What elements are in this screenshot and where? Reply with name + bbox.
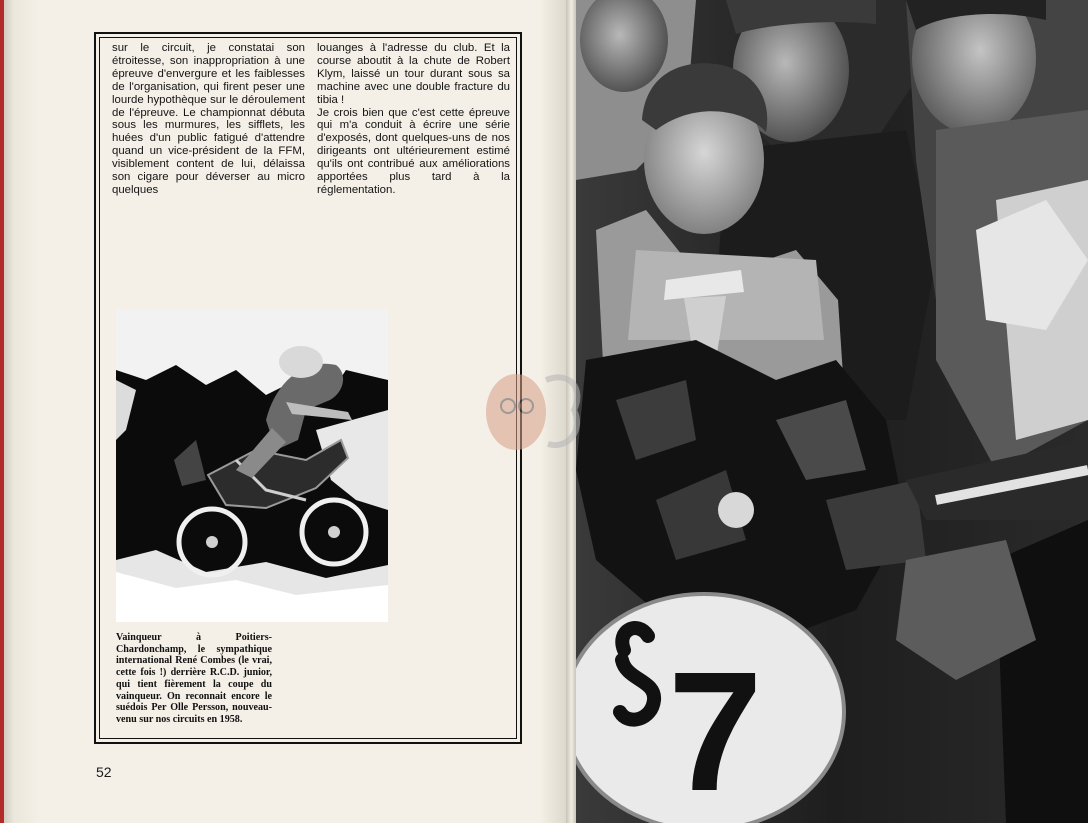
race-plate-number: 7: [668, 637, 763, 823]
article-text-left: sur le circuit, je constatai son étroitesse, son inappropriation à une épreuve d'envergure et les faiblesses de l'organisation, qui firent peser une lourde hypothèque sur le déroulement de l'épreuve. Le championnat débuta sous les murmures, les sifflets, les huées d'un public fatigué d'attendre quand un vice-président de la FFM, visiblement content de lui, délaissa son cigare pour déverser au micro quelques: [112, 42, 305, 196]
photo-caption: Vainqueur à Poitiers-Chardonchamp, le sympathique international René Combes (le vrai, cette fois !) derrière R.C.D. junior, qui tient fièrement la coupe du vainqueur. On reconnait encore le suédois Per Olle Persson, nouveau-venu sur nos circuits en 1958.: [116, 632, 272, 725]
page-edge-stripe: [0, 0, 4, 823]
article-column-right: [317, 42, 510, 197]
scanner-watermark: [476, 360, 588, 460]
page-number: 52: [96, 764, 112, 780]
right-page-photo: [576, 0, 1088, 823]
article-column-left: [112, 42, 305, 197]
article-paragraph: Je crois bien que c'est cette épreuve qui m'a conduit à écrire une série d'exposés, dont quelques-uns de nos dirigeants ont ultérieurement estimé qu'ils ont contribué aux améliorations apportées plus tard à la réglementation.: [317, 106, 510, 196]
motorcycle-photo: [116, 310, 388, 622]
article-paragraph: louanges à l'adresse du club. Et la course aboutit à la chute de Robert Klym, laissé un tour durant sous sa machine avec une double fracture du tibia !: [317, 42, 510, 106]
